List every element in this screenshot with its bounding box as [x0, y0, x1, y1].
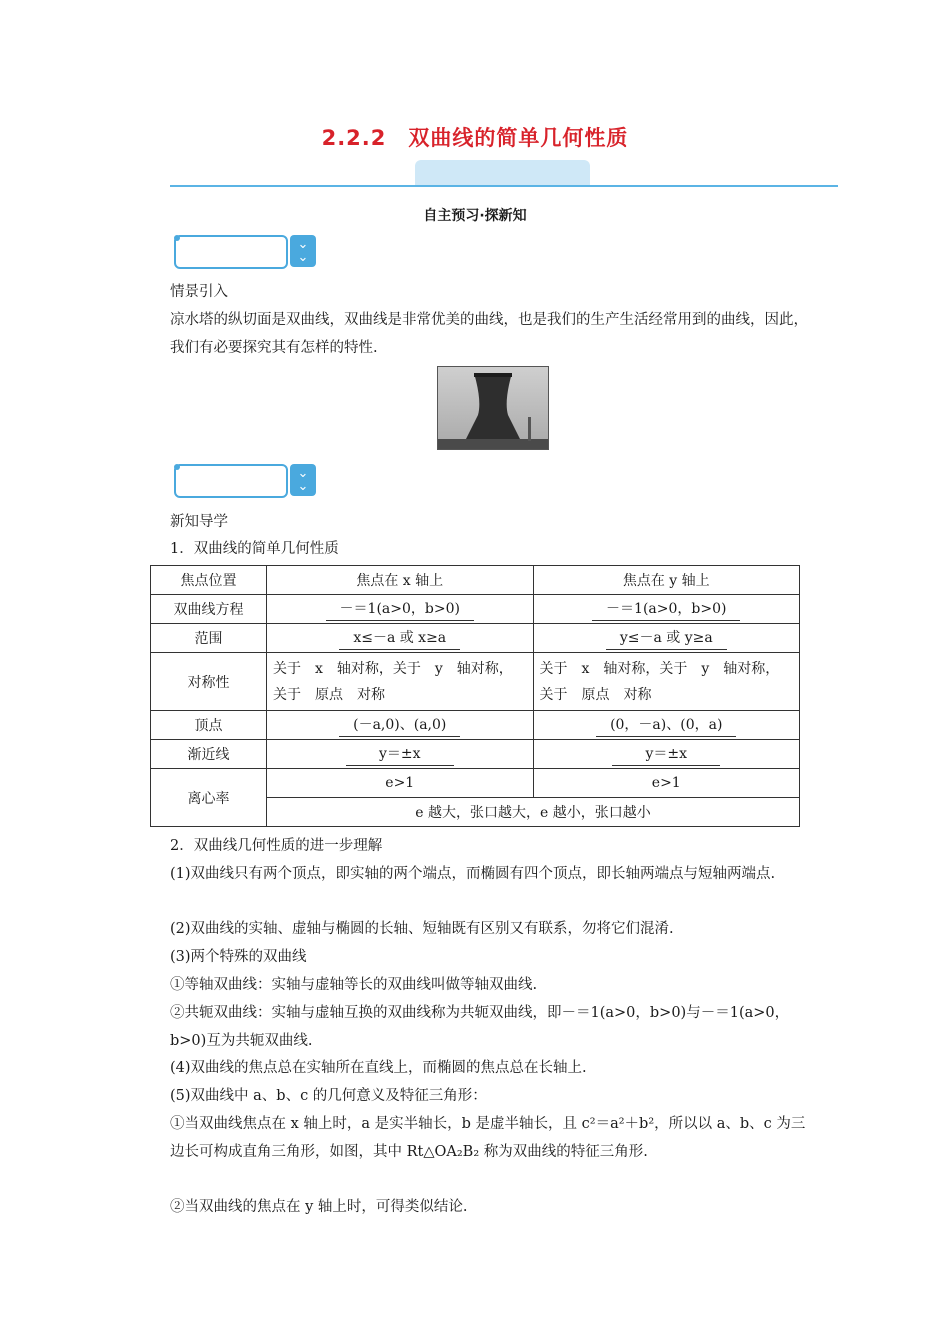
- item1-heading: 1．双曲线的简单几何性质: [170, 541, 339, 557]
- table-cell: [267, 711, 534, 740]
- answer-blank: (－a,0)、(a,0): [339, 714, 460, 737]
- table-cell: [267, 740, 534, 769]
- section-heading: 自主预习·探新知: [423, 208, 527, 224]
- table-cell: 焦点在 y 轴上: [533, 566, 800, 595]
- table-cell: 渐近线: [151, 740, 267, 769]
- answer-blank: (0，－a)、(0，a): [596, 714, 736, 737]
- table-cell: 关于 x 轴对称，关于 y 轴对称，关于 原点 对称: [267, 653, 534, 711]
- paragraph: (5)双曲线中 a、b、c 的几何意义及特征三角形：: [170, 1088, 487, 1104]
- answer-blank: y≤－a 或 y≥a: [606, 627, 727, 650]
- table-cell: 关于 x 轴对称，关于 y 轴对称，关于 原点 对称: [533, 653, 800, 711]
- answer-blank: y＝±x: [612, 743, 720, 766]
- table-row: [151, 769, 800, 798]
- paragraph: (4)双曲线的焦点总在实轴所在直线上，而椭圆的焦点总在长轴上.: [170, 1060, 587, 1076]
- paragraph: ①等轴双曲线：实轴与虚轴等长的双曲线叫做等轴双曲线.: [170, 977, 538, 993]
- table-cell: [533, 740, 800, 769]
- paragraph: ②共轭双曲线：实轴与虚轴互换的双曲线称为共轭双曲线，即－＝1(a>0，b>0)与－＝1(a>0，b>0)互为共轭双曲线.: [170, 1005, 790, 1049]
- table-row: [151, 566, 800, 595]
- header-divider: [170, 185, 838, 187]
- table-row: [151, 595, 800, 624]
- badge-dot-icon: [174, 235, 180, 241]
- table-cell: [267, 595, 534, 624]
- table-row: [151, 624, 800, 653]
- table-cell: 焦点在 x 轴上: [267, 566, 534, 595]
- answer-blank: －＝1(a>0，b>0): [326, 598, 474, 621]
- table-cell: e 越大，张口越大，e 越小，张口越小: [267, 798, 800, 827]
- table-cell: 顶点: [151, 711, 267, 740]
- table-cell: 双曲线方程: [151, 595, 267, 624]
- table-cell: e>1: [267, 769, 534, 798]
- page-title: 2.2.2 双曲线的简单几何性质: [321, 126, 629, 150]
- answer-blank: －＝1(a>0，b>0): [592, 598, 740, 621]
- table-cell: e>1: [533, 769, 800, 798]
- new-knowledge-heading: 新知导学: [170, 514, 228, 530]
- table-cell: [533, 595, 800, 624]
- table-row: [151, 711, 800, 740]
- table-cell: 焦点位置: [151, 566, 267, 595]
- table-cell: 离心率: [151, 769, 267, 827]
- table-cell: [533, 624, 800, 653]
- paragraph: ②当双曲线的焦点在 y 轴上时，可得类似结论.: [170, 1199, 468, 1215]
- chevron-down-icon: ⌄ ⌄: [290, 235, 316, 267]
- paragraph: (2)双曲线的实轴、虚轴与椭圆的长轴、短轴既有区别又有联系，勿将它们混淆.: [170, 921, 674, 937]
- table-cell: 对称性: [151, 653, 267, 711]
- answer-blank: y＝±x: [346, 743, 454, 766]
- section-badge: [174, 464, 288, 498]
- intro-heading: 情景引入: [170, 284, 228, 300]
- paragraph: ①当双曲线焦点在 x 轴上时，a 是实半轴长，b 是虚半轴长，且 c²＝a²＋b²，所以以 a、b、c 为三边长可构成直角三角形，如图，其中 Rt△OA₂B₂ 称为双曲线的特征三角形.: [170, 1116, 806, 1160]
- properties-table: [150, 565, 800, 827]
- paragraph: (3)两个特殊的双曲线: [170, 949, 307, 965]
- header-tab-decoration: [415, 160, 590, 186]
- table-cell: [267, 624, 534, 653]
- table-cell: [533, 711, 800, 740]
- section-badge: [174, 235, 288, 269]
- table-row: [151, 653, 800, 711]
- intro-text: 凉水塔的纵切面是双曲线，双曲线是非常优美的曲线，也是我们的生产生活经常用到的曲线，因此，我们有必要探究其有怎样的特性.: [170, 312, 808, 356]
- cooling-tower-photo: [437, 366, 549, 450]
- table-row: [151, 740, 800, 769]
- paragraph: (1)双曲线只有两个顶点，即实轴的两个端点，而椭圆有四个顶点，即长轴两端点与短轴两端点.: [170, 866, 776, 882]
- chevron-down-icon: ⌄ ⌄: [290, 464, 316, 496]
- badge-dot-icon: [174, 464, 180, 470]
- item2-heading: 2．双曲线几何性质的进一步理解: [170, 838, 383, 854]
- table-cell: 范围: [151, 624, 267, 653]
- answer-blank: x≤－a 或 x≥a: [339, 627, 460, 650]
